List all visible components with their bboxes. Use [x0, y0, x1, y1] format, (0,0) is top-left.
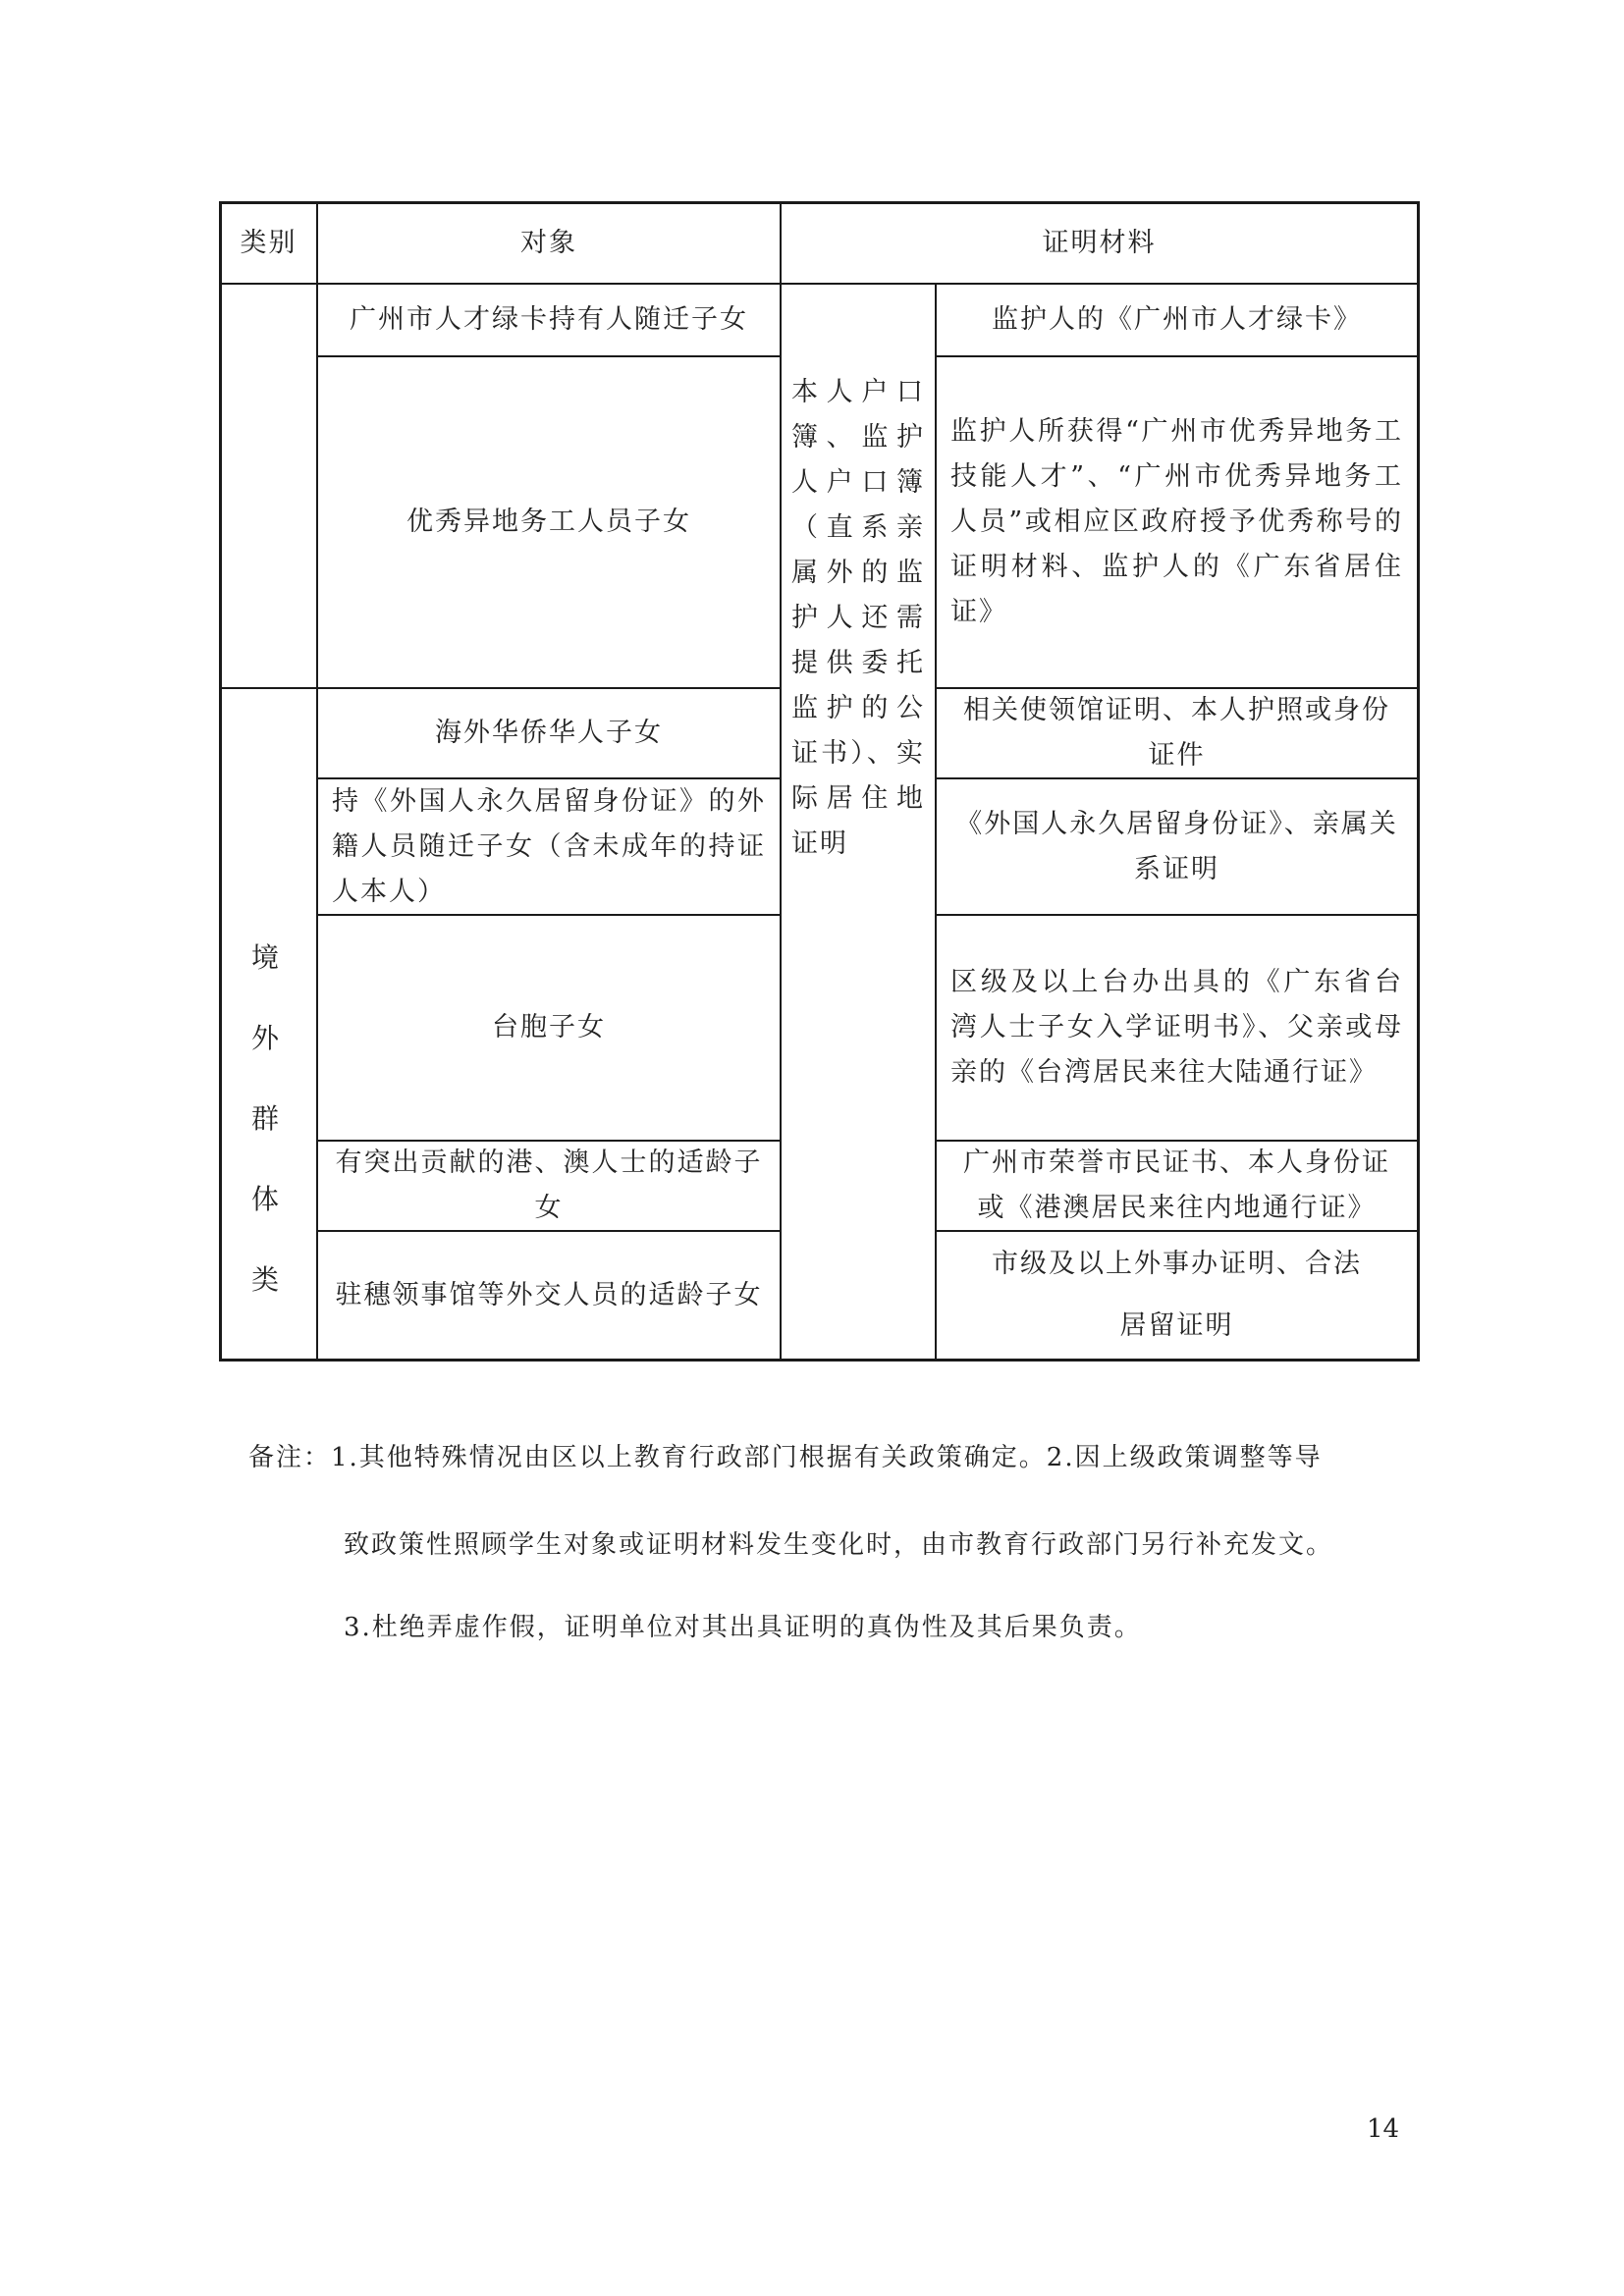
- object-cell: 广州市人才绿卡持有人随迁子女: [350, 304, 748, 335]
- proof-line: 市级及以上外事办证明、合法: [992, 1249, 1362, 1279]
- category-overseas-cell: [236, 918, 302, 1320]
- col-divider-object: [780, 201, 782, 1362]
- proof-line: 居留证明: [1119, 1310, 1234, 1341]
- object-cell: 有突出贡献的港、澳人士的适龄子女: [335, 1148, 763, 1223]
- header-proof: 证明材料: [1042, 228, 1157, 258]
- category-overseas-label: 境外群体类: [250, 941, 287, 1296]
- proof-cell: 监护人所获得“广州市优秀异地务工技能人才”、“广州市优秀异地务工人员”或相应区政府授予优秀称号的证明材料、监护人的《广东省居住证》: [950, 416, 1403, 627]
- proof-cell: 相关使领馆证明、本人护照或身份证件: [963, 695, 1390, 771]
- table-border-right: [1417, 201, 1420, 1362]
- object-cell: 持《外国人永久居留身份证》的外籍人员随迁子女（含未成年的持证人本人）: [332, 785, 766, 907]
- note-line: 备注：1.其他特殊情况由区以上教育行政部门根据有关政策确定。2.因上级政策调整等导: [248, 1443, 1323, 1472]
- object-cell: 优秀异地务工人员子女: [406, 507, 691, 537]
- page-number: 14: [1367, 2114, 1400, 2144]
- note-line: 致政策性照顾学生对象或证明材料发生变化时，由市教育行政部门另行补充发文。: [344, 1530, 1334, 1560]
- table-border-left: [219, 201, 222, 1362]
- header-category: 类别: [240, 228, 298, 258]
- proof-cell: 《外国人永久居留身份证》、亲属关系证明: [955, 808, 1398, 884]
- note-line: 3.杜绝弄虚作假，证明单位对其出具证明的真伪性及其后果负责。: [344, 1613, 1142, 1642]
- object-cell: 台胞子女: [492, 1012, 606, 1042]
- shared-proof-cell: 本人户口簿、监护人户口簿（直系亲属外的监护人还需提供委托监护的公证书）、实际居住地证明: [791, 377, 925, 859]
- proof-cell: 广州市荣誉市民证书、本人身份证或《港澳居民来往内地通行证》: [963, 1148, 1390, 1223]
- proof-cell: [937, 1232, 1417, 1359]
- table-border-bottom: [219, 1359, 1420, 1362]
- proof-cell: 区级及以上台办出具的《广东省台湾人士子女入学证明书》、父亲或母亲的《台湾居民来往大陆通行证》: [950, 967, 1403, 1088]
- header-object: 对象: [520, 228, 577, 258]
- proof-cell: 监护人的《广州市人才绿卡》: [992, 304, 1362, 335]
- object-cell: 驻穗领事馆等外交人员的适龄子女: [335, 1279, 763, 1310]
- object-cell: 海外华侨华人子女: [435, 718, 663, 748]
